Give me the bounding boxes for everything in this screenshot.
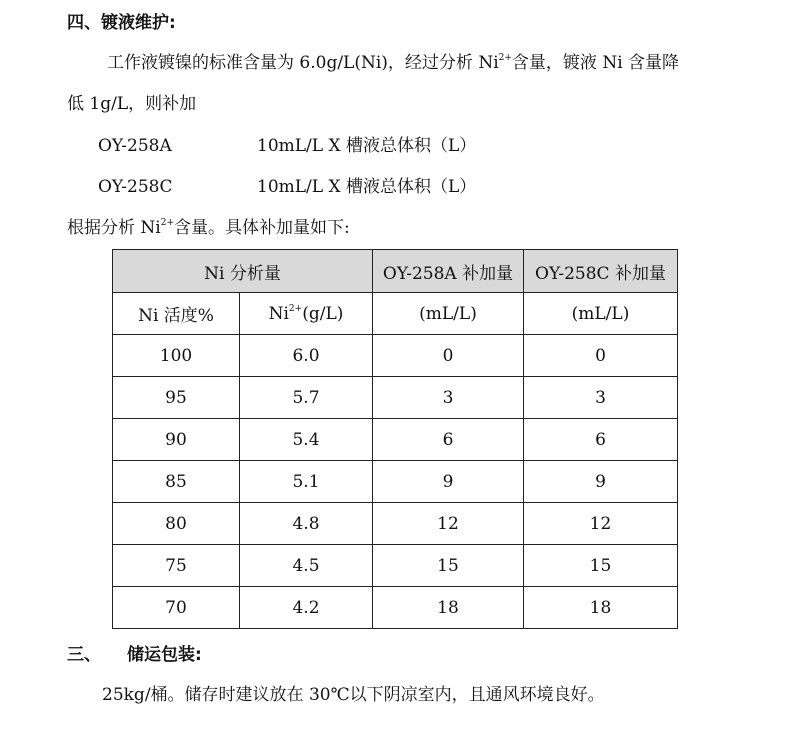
table-intro-text-2: 含量。具体补加量如下: (174, 218, 350, 238)
section-heading-maintenance: 四、镀液维护: (67, 13, 176, 33)
subheader-unit-a: (mL/L) (373, 293, 524, 335)
cell-c: 12 (524, 503, 678, 545)
cell-activity: 100 (113, 335, 240, 377)
cell-c: 6 (524, 419, 678, 461)
additive-a-name: OY-258A (98, 136, 172, 156)
cell-a: 12 (373, 503, 524, 545)
table-row (113, 503, 678, 545)
cell-c: 15 (524, 545, 678, 587)
subheader-ni-label: Ni (268, 303, 289, 324)
para-superscript: 2+ (498, 53, 512, 63)
header-oy258c: OY-258C 补加量 (524, 250, 678, 293)
section-number-storage: 三、 (67, 645, 101, 665)
additive-c-formula: 10mL/L X 槽液总体积（L） (257, 177, 477, 197)
subheader-ni-unit: (g/L) (302, 303, 344, 324)
cell-activity: 95 (113, 377, 240, 419)
maintenance-paragraph-line1 (107, 52, 679, 74)
cell-ni: 5.1 (240, 461, 373, 503)
nickel-replenishment-table (112, 249, 678, 629)
cell-a: 15 (373, 545, 524, 587)
table-intro (67, 217, 350, 239)
cell-ni: 4.5 (240, 545, 373, 587)
para-text-1: 工作液镀镍的标准含量为 6.0g/L(Ni)，经过分析 Ni (107, 53, 499, 73)
cell-a: 3 (373, 377, 524, 419)
table-row (113, 461, 678, 503)
cell-c: 3 (524, 377, 678, 419)
table-intro-superscript: 2+ (160, 218, 174, 228)
cell-ni: 6.0 (240, 335, 373, 377)
table-row (113, 335, 678, 377)
cell-ni: 4.8 (240, 503, 373, 545)
table-row (113, 587, 678, 629)
cell-activity: 90 (113, 419, 240, 461)
table-subheader-row (113, 293, 678, 335)
cell-activity: 85 (113, 461, 240, 503)
cell-c: 0 (524, 335, 678, 377)
cell-a: 18 (373, 587, 524, 629)
table-row (113, 545, 678, 587)
cell-a: 9 (373, 461, 524, 503)
storage-text: 25kg/桶。储存时建议放在 30℃以下阴凉室内，且通风环境良好。 (102, 685, 605, 705)
cell-ni: 4.2 (240, 587, 373, 629)
cell-activity: 80 (113, 503, 240, 545)
cell-activity: 75 (113, 545, 240, 587)
table-row (113, 419, 678, 461)
section-heading-storage: 储运包装: (127, 645, 202, 665)
cell-ni: 5.4 (240, 419, 373, 461)
subheader-ni-concentration (240, 293, 373, 335)
additive-c-name: OY-258C (98, 177, 173, 197)
subheader-activity: Ni 活度% (113, 293, 240, 335)
table-intro-text-1: 根据分析 Ni (67, 218, 161, 238)
para-text-2: 含量，镀液 Ni 含量降 (511, 53, 680, 73)
cell-a: 6 (373, 419, 524, 461)
subheader-ni-superscript: 2+ (288, 303, 303, 314)
header-ni-analysis: Ni 分析量 (113, 250, 373, 293)
additive-a-formula: 10mL/L X 槽液总体积（L） (257, 136, 477, 156)
subheader-unit-c: (mL/L) (524, 293, 678, 335)
table-header-row (113, 250, 678, 293)
header-oy258a: OY-258A 补加量 (373, 250, 524, 293)
cell-ni: 5.7 (240, 377, 373, 419)
cell-a: 0 (373, 335, 524, 377)
cell-c: 9 (524, 461, 678, 503)
cell-c: 18 (524, 587, 678, 629)
maintenance-paragraph-line2: 低 1g/L，则补加 (67, 94, 197, 114)
cell-activity: 70 (113, 587, 240, 629)
table-row (113, 377, 678, 419)
